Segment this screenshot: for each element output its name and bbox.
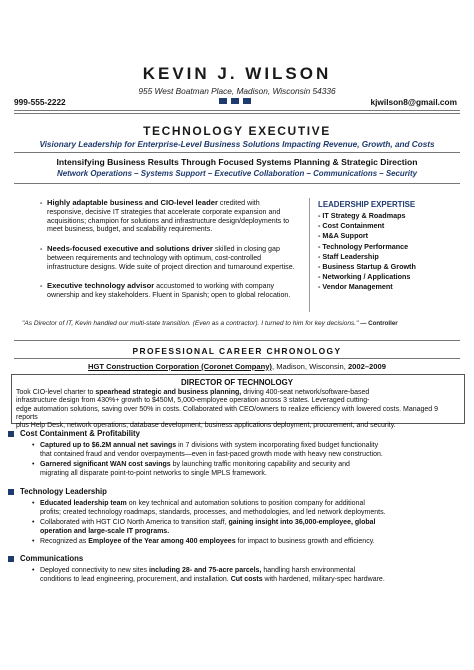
company-name: HGT Construction Corporation (Coronet Company) [88, 362, 272, 371]
section-heading: Cost Containment & Profitability [20, 429, 140, 438]
summary-lead: Executive technology advisor [47, 281, 155, 290]
summary-line: meet business, budget, and scalability requirements. [47, 225, 213, 234]
email: kjwilson8@gmail.com [370, 97, 457, 107]
chronology-divider-2 [14, 358, 460, 359]
summary-text: credited with [217, 199, 260, 207]
candidate-name: KEVIN J. WILSON [142, 64, 332, 83]
bullet-dot: - [40, 245, 43, 253]
decorative-squares [219, 98, 251, 104]
leadership-item: - Vendor Management [318, 282, 393, 292]
bullet-dot: • [32, 500, 35, 507]
address: 955 West Boatman Place, Madison, Wisconsin 54336 [138, 86, 336, 96]
section-heading: Communications [20, 554, 84, 563]
leadership-item: - M&A Support [318, 231, 369, 241]
bullet-dot: • [32, 567, 35, 574]
role-title: DIRECTOR OF TECHNOLOGY [180, 378, 294, 387]
bullet-dot: • [32, 461, 35, 468]
testimonial-quote [22, 320, 462, 327]
role-description: Took CIO-level charter to spearhead strategic and business planning, driving 400-seat network/software-based infrastructure design from 430%+ growth to $450M, 5,000-employee operation across 3 states. Leveraged cutting- edge automation solutions, saving over 50% in costs. Collaborated with CEO/owners to realize efficiency with lowered costs. Managed 9 reports plus Help Desk, network operations, database development, business applications deployment, procurement, and security. [16, 389, 439, 430]
section-bullet: • Collaborated with HGT CIO North America to transition staff, gaining insight into 36,000-employee, global operation and large-scale IT programs. [32, 519, 376, 535]
summary-divider [14, 183, 460, 184]
section-bullet: • Educated leadership team on key technical and automation solutions to position company for additional profits; created technology roadmaps, standards, processes, and methodologies, and led network deployments. [32, 500, 386, 516]
quote-attribution: — Controller [358, 320, 398, 327]
employer-line [0, 362, 474, 371]
section-bullet: • Garnered significant WAN cost savings by launching traffic monitoring capability and security and migrating all disparate point-to-point networks to single MPLS framework. [32, 461, 350, 477]
summary-bullet [40, 281, 309, 300]
phone: 999-555-2222 [14, 97, 66, 107]
summary-bullet [40, 198, 309, 234]
resume-subtitle: Visionary Leadership for Enterprise-Level Business Solutions Impacting Revenue, Growth, and Costs [39, 140, 435, 149]
summary-bullet [40, 244, 309, 271]
employment-dates: 2002–2009 [347, 362, 386, 371]
bullet-dot: - [40, 282, 43, 290]
company-location: , Madison, Wisconsin, [271, 362, 348, 371]
leadership-item: - Networking / Applications [318, 272, 411, 282]
leadership-title: LEADERSHIP EXPERTISE [318, 200, 416, 209]
summary-line: between requirements and technology with optimum, cost-controlled [47, 253, 262, 262]
bullet-dot: • [32, 442, 35, 449]
summary-line: ownership and key stakeholders. Fluent in Spanish; open to global relocation. [47, 290, 291, 299]
chronology-heading: PROFESSIONAL CAREER CHRONOLOGY [132, 346, 342, 356]
section-bullet: • Deployed connectivity to new sites including 28- and 75-acre parcels, handling harsh environmental conditions to lead engineering, procurement, and installation. Cut costs with hardened, military-spec hardware. [32, 567, 385, 583]
summary-text: accustomed to working with company [154, 282, 275, 290]
summary-line: responsive, decisive IT strategies that accelerate corporate expansion and [47, 207, 281, 216]
leadership-expertise-box [309, 198, 462, 312]
bullet-dot: • [32, 519, 35, 526]
leadership-item: - Cost Containment [318, 221, 385, 231]
bullet-dot: - [40, 199, 43, 207]
subheadline: Network Operations – Systems Support – Executive Collaboration – Communications – Security [57, 169, 417, 178]
summary-lead: Needs-focused executive and solutions driver [47, 244, 213, 253]
header-divider-2 [14, 113, 460, 114]
quote-text: "As Director of IT, Kevin handled our multi-state transition. (Even as a contractor). I turned to him for key decisions." [22, 320, 359, 327]
leadership-item: - Technology Performance [318, 241, 409, 251]
header-divider [14, 110, 460, 111]
chronology-divider [14, 340, 460, 341]
leadership-item: - Staff Leadership [318, 251, 379, 261]
bullet-dot: • [32, 538, 35, 545]
leadership-item: - Business Startup & Growth [318, 262, 416, 272]
title-divider [14, 152, 460, 153]
leadership-list [318, 211, 462, 293]
section-bullet: • Captured up to $6.2M annual net savings in 7 divisions with system incorporating fixed budget functionality that contained fraud and vendor overpayments—even in fast-paced growth mode with heavy new construction. [32, 442, 383, 458]
summary-text: skilled in closing gap [212, 245, 280, 253]
summary-line: infrastructure designs. Wide suite of project direction and turnaround expertise. [47, 262, 295, 271]
summary-lead: Highly adaptable business and CIO-level leader [47, 198, 218, 207]
summary-line: acquisitions; champion for solutions and infrastructure design/deployments to [47, 216, 290, 225]
section-bullet: • Recognized as Employee of the Year among 400 employees for impact to business growth and efficiency. [32, 538, 375, 545]
leadership-item: - IT Strategy & Roadmaps [318, 211, 406, 220]
resume-title: TECHNOLOGY EXECUTIVE [143, 124, 331, 138]
section-heading: Technology Leadership [20, 487, 107, 496]
headline: Intensifying Business Results Through Focused Systems Planning & Strategic Direction [56, 157, 418, 167]
